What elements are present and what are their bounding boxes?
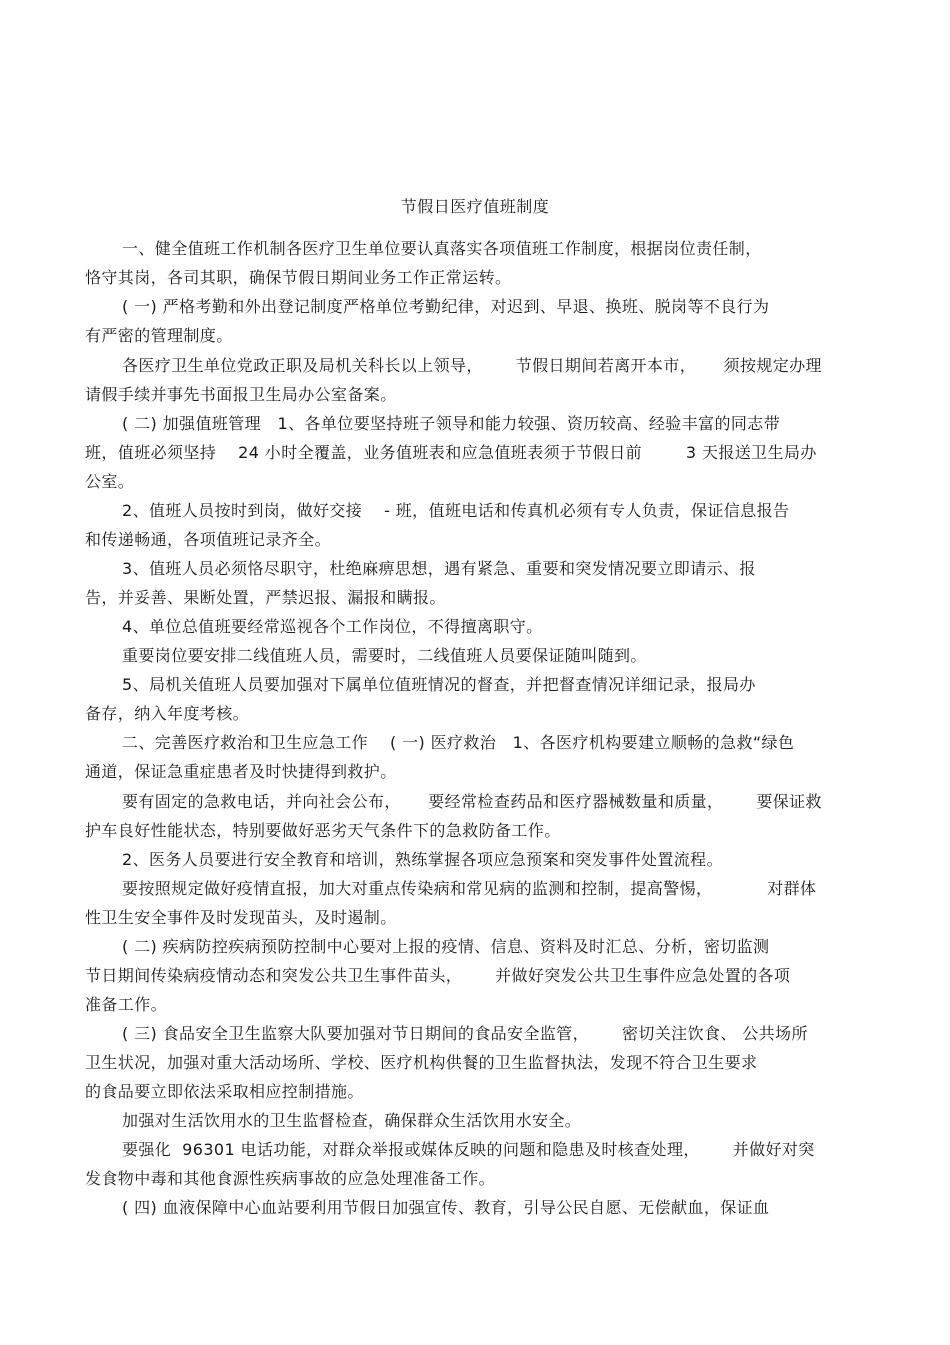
paragraph-line: 要强化 96301 电话功能，对群众举报或媒体反映的问题和隐患及时核查处理， 并做好对突 bbox=[122, 1140, 815, 1159]
paragraph-line: 各医疗卫生单位党政正职及局机关科长以上领导， 节假日期间若离开本市， 须按规定办理 bbox=[122, 356, 822, 375]
paragraph-line: 公室。 bbox=[85, 472, 135, 491]
paragraph-line: ( 二) 加强值班管理 1、各单位要坚持班子领导和能力较强、资历较高、经验丰富的同志带 bbox=[122, 414, 781, 433]
paragraph-line: 节日期间传染病疫情动态和突发公共卫生事件苗头， 并做好突发公共卫生事件应急处置的各项 bbox=[85, 966, 791, 985]
paragraph-line: 5、局机关值班人员要加强对下属单位值班情况的督查，并把督查情况详细记录，报局办 bbox=[122, 675, 756, 694]
paragraph-line: 的食品要立即依法采取相应控制措施。 bbox=[85, 1082, 364, 1101]
paragraph-line: ( 四) 血液保障中心血站要利用节假日加强宣传、教育，引导公民自愿、无偿献血，保证血 bbox=[122, 1198, 770, 1217]
paragraph-line: ( 一) 严格考勤和外出登记制度严格单位考勤纪律，对迟到、早退、换班、脱岗等不良行为 bbox=[122, 297, 770, 316]
paragraph-line: 性卫生安全事件及时发现苗头，及时遏制。 bbox=[85, 908, 397, 927]
paragraph-line: 恪守其岗，各司其职，确保节假日期间业务工作正常运转。 bbox=[85, 268, 512, 287]
paragraph-line: ( 三) 食品安全卫生监察大队要加强对节日期间的食品安全监管， 密切关注饮食、 公共场所 bbox=[122, 1024, 808, 1043]
document-title: 节假日医疗值班制度 bbox=[400, 197, 550, 216]
paragraph-line: 备存，纳入年度考核。 bbox=[85, 704, 250, 723]
paragraph-line: ( 二) 疾病防控疾病预防控制中心要对上报的疫情、信息、资料及时汇总、分析，密切监测 bbox=[122, 937, 770, 956]
paragraph-line: 告，并妥善、果断处置，严禁迟报、漏报和瞒报。 bbox=[85, 588, 446, 607]
paragraph-line: 通道，保证急重症患者及时快捷得到救护。 bbox=[85, 762, 397, 781]
paragraph-line: 和传递畅通，各项值班记录齐全。 bbox=[85, 530, 332, 549]
paragraph-line: 有严密的管理制度。 bbox=[85, 326, 233, 345]
paragraph-line: 准备工作。 bbox=[85, 995, 168, 1014]
paragraph-line: 护车良好性能状态，特别要做好恶劣天气条件下的急救防备工作。 bbox=[85, 821, 561, 840]
paragraph-line: 要有固定的急救电话，并向社会公布， 要经常检查药品和医疗器械数量和质量， 要保证救 bbox=[122, 792, 822, 811]
paragraph-line: 2、医务人员要进行安全教育和培训，熟练掌握各项应急预案和突发事件处置流程。 bbox=[122, 850, 723, 869]
paragraph-line: 重要岗位要安排二线值班人员，需要时，二线值班人员要保证随叫随到。 bbox=[122, 646, 647, 665]
paragraph-line: 4、单位总值班要经常巡视各个工作岗位，不得擅离职守。 bbox=[122, 617, 543, 636]
paragraph-line: 加强对生活饮用水的卫生监督检查，确保群众生活饮用水安全。 bbox=[122, 1111, 582, 1130]
paragraph-line: 发食物中毒和其他食源性疾病事故的应急处理准备工作。 bbox=[85, 1169, 496, 1188]
paragraph-line: 要按照规定做好疫情直报，加大对重点传染病和常见病的监测和控制，提高警惕， 对群体 bbox=[122, 879, 817, 898]
paragraph-line: 一、健全值班工作机制各医疗卫生单位要认真落实各项值班工作制度，根据岗位责任制， bbox=[122, 239, 762, 258]
paragraph-line: 班，值班必须坚持 24 小时全覆盖，业务值班表和应急值班表须于节假日前 3 天报送卫生局办 bbox=[85, 443, 817, 462]
paragraph-line: 请假手续并事先书面报卫生局办公室备案。 bbox=[85, 385, 397, 404]
paragraph-line: 卫生状况，加强对重大活动场所、学校、医疗机构供餐的卫生监督执法，发现不符合卫生要求 bbox=[85, 1053, 758, 1072]
paragraph-line: 二、完善医疗救治和卫生应急工作 ( 一) 医疗救治 1、各医疗机构要建立顺畅的急救“绿色 bbox=[122, 733, 795, 752]
paragraph-line: 2、值班人员按时到岗，做好交接 - 班，值班电话和传真机必须有专人负责，保证信息报告 bbox=[122, 501, 790, 520]
paragraph-line: 3、值班人员必须恪尽职守，杜绝麻痹思想，遇有紧急、重要和突发情况要立即请示、报 bbox=[122, 559, 756, 578]
